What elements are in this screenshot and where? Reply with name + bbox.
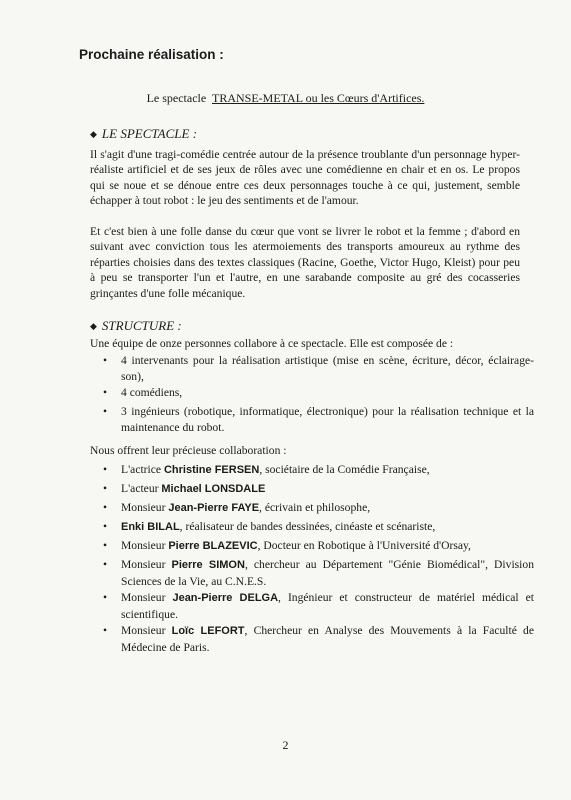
paragraph: Nous offrent leur précieuse collaboration : xyxy=(90,444,287,457)
subtitle-prefix: Le spectacle xyxy=(146,91,207,105)
section-heading-structure xyxy=(90,318,182,334)
person-name: Christine FERSEN xyxy=(163,464,260,476)
bullet-icon: • xyxy=(103,463,108,476)
show-subtitle xyxy=(0,91,571,106)
person-name: Jean-Pierre DELGA xyxy=(172,592,279,604)
bullet-icon: • xyxy=(103,558,108,571)
paragraph: Et c'est bien à une folle danse du cœur que vont se livrer le robot et la femme ; d'abord en suivant avec conviction tous les atermoiements des transports amoureux au rythme des réparties choisies dans des textes classiques (Racine, Goethe, Victor Hugo, Kleist) pour peu à peu se transporter l'un et l'autre, en une sarabande composite au gré des cocasseries grinçantes d'une folle mécanique. xyxy=(90,225,520,300)
paragraph: Une équipe de onze personnes collabore à ce spectacle. Elle est composée de : xyxy=(90,337,454,350)
person-name: Pierre SIMON xyxy=(171,559,245,571)
person-name: Enki BILAL xyxy=(121,521,180,533)
bullet-icon: • xyxy=(103,520,108,533)
section-label: LE SPECTACLE : xyxy=(101,126,198,141)
person-name: Pierre BLAZEVIC xyxy=(168,540,258,552)
page-heading: Prochaine réalisation : xyxy=(79,47,224,62)
person-name: Michael LONSDALE xyxy=(161,483,266,495)
bullet-icon: • xyxy=(103,386,108,399)
bullet-icon: • xyxy=(103,539,108,552)
bullet-icon: • xyxy=(103,591,108,604)
bullet-icon: • xyxy=(103,624,108,637)
document-page: Prochaine réalisation : Le spectacle TRANSE-METAL ou les Cœurs d'Artifices. ◆ LE SPECTACLE : Il s'agit d'une tragi-comédie centrée autour de la présence troublante d'un personnage hyper-réaliste artificiel et de ses jeux de rôles avec une comédienne en chair et en os. Le propos qui se noue et se dénoue entre ces deux personnages touche à ce qui, justement, semble échapper à tout robot : le jeu des sentiments et de l'amour. Et c'est bien à une folle danse du cœur que vont se livrer le robot et la femme ; d'abord en suivant avec conviction tous les atermoiements des transports amoureux au rythme des réparties choisies dans des textes classiques (Racine, Goethe, Victor Hugo, Kleist) pour peu à peu se transporter l'un et l'autre, en une sarabande composite au gré des cocasseries grinçantes d'une folle mécanique. ◆ STRUCTURE : Une équipe de onze personnes collabore à ce spectacle. Elle est composée de : • 4 intervenants pour la réalisation artistique (mise en scène, écriture, décor, éclairage-son), • 4 comédiens, • 3 ingénieurs (robotique, informatique, électronique) pour la réalisation technique et la maintenance du robot. Nous offrent leur précieuse collaboration : • L'actrice Christine FERSEN, sociétaire de la Comédie Française, • L'acteur Michael LONSDALE • Monsieur Jean-Pierre FAYE, écrivain et philosophe, • Enki BILAL, réalisateur de bandes dessinées, cinéaste et scénariste, • Monsieur Pierre BLAZEVIC, Docteur en Robotique à l'Université d'Orsay, • Monsieur Pierre SIMON, chercheur au Département "Génie Biomédical", Division Sciences de la Vie, au C.N.E.S. • Monsieur Jean-Pierre DELGA, Ingénieur et constructeur de matériel médical et scientifique. • Monsieur Loïc LEFORT, Chercheur en Analyse des Mouvements à la Faculté de Médecine de Paris. 2 xyxy=(0,0,571,800)
person-name: Jean-Pierre FAYE xyxy=(168,502,260,514)
section-label: STRUCTURE : xyxy=(101,318,182,333)
person-name: Loïc LEFORT xyxy=(171,625,245,637)
page-number: 2 xyxy=(282,738,289,752)
paragraph: Il s'agit d'une tragi-comédie centrée autour de la présence troublante d'un personnage hyper-réaliste artificiel et de ses jeux de rôles avec une comédienne en chair et en os. Le propos qui se noue et se dénoue entre ces deux personnages touche à ce qui, justement, semble échapper à tout robot : le jeu des sentiments et de l'amour. xyxy=(90,148,520,208)
bullet-icon: • xyxy=(103,405,108,418)
bullet-icon: • xyxy=(103,354,108,367)
diamond-bullet-icon: ◆ xyxy=(90,129,97,139)
show-title: TRANSE-METAL ou les Cœurs d'Artifices. xyxy=(212,91,425,105)
diamond-bullet-icon: ◆ xyxy=(90,321,97,331)
bullet-icon: • xyxy=(103,482,108,495)
bullet-icon: • xyxy=(103,501,108,514)
section-heading-spectacle xyxy=(90,126,197,142)
